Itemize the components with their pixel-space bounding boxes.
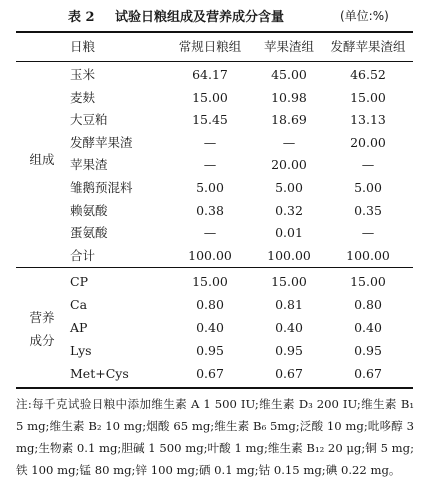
row-item-label: 麦麸 [70,89,96,105]
value-fermented: 0.67 [354,366,382,381]
group-label-nutrient-line1: 营养 [29,310,55,325]
value-apple-pomace: 18.69 [271,112,307,128]
value-control: 15.00 [192,89,228,105]
value-control: 5.00 [196,180,224,195]
value-apple-pomace: 0.95 [275,343,303,358]
value-apple-pomace: 10.98 [271,89,307,105]
value-apple-pomace: 0.67 [275,366,303,381]
group-rule [16,267,413,268]
value-apple-pomace: 0.40 [275,320,303,335]
header-diet: 日粮 [70,39,96,54]
value-fermented: 0.35 [354,202,382,218]
value-fermented: 0.40 [354,320,382,335]
row-item-label: 合计 [70,247,96,263]
table-unit: (单位:%) [340,9,389,23]
value-control: 64.17 [192,67,228,82]
value-fermented: 13.13 [350,112,386,128]
value-control: 0.80 [196,297,224,312]
row-item-label: 蛋氨酸 [70,225,108,241]
value-control: — [203,134,217,150]
value-apple-pomace: 15.00 [271,274,307,289]
value-fermented: — [361,157,375,173]
value-apple-pomace: 5.00 [275,180,303,195]
value-apple-pomace: 100.00 [267,247,311,263]
value-control: — [203,225,217,241]
value-control: — [203,157,217,173]
value-apple-pomace: 0.32 [275,202,303,218]
value-fermented: 20.00 [350,134,386,150]
row-item-label: CP [70,274,88,289]
group-label-composition: 组成 [29,152,55,167]
row-item-label: 雏鹅预混料 [70,180,133,195]
table-title: 试验日粮组成及营养成分含量 [115,10,285,25]
value-control: 15.00 [192,274,228,289]
value-control: 100.00 [188,247,232,263]
value-apple-pomace: 0.81 [275,297,303,312]
value-fermented: 46.52 [350,67,386,82]
value-control: 0.40 [196,320,224,335]
header-rule [16,61,413,62]
value-control: 0.38 [196,202,224,218]
header-apple-pomace: 苹果渣组 [263,39,314,54]
row-item-label: 苹果渣 [70,157,108,173]
row-item-label: Lys [70,343,92,358]
value-fermented: 15.00 [350,274,386,289]
value-fermented: 15.00 [350,89,386,105]
value-fermented: 100.00 [346,247,390,263]
row-item-label: Ca [70,297,88,312]
table-number: 表 2 [68,10,95,25]
value-control: 0.67 [196,366,224,381]
table-footnote: 注:每千克试验日粮中添加维生素 A 1 500 IU;维生素 D₃ 200 IU;维生素 B₁ 5 mg;维生素 B₂ 10 mg;烟酸 65 mg;维生素 B₆ 5mg;泛酸 10 mg;吡哆醇 3 mg;生物素 0.1 mg;胆碱 1 500 mg;叶酸 1 mg;维生素 B₁₂ 20 μg;铜 5 mg;铁 100 mg;锰 80 mg;锌 100 mg;硒 0.1 mg;钴 0.15 mg;碘 0.22 mg。 [16,397,414,477]
value-apple-pomace: 20.00 [271,157,307,173]
value-fermented: — [361,225,375,241]
header-fermented: 发酵苹果渣组 [330,39,406,54]
value-apple-pomace: 45.00 [271,67,307,82]
row-item-label: 赖氨酸 [70,202,108,218]
value-control: 0.95 [196,343,224,358]
table-caption [0,6,422,28]
row-item-label: 玉米 [70,67,96,82]
value-apple-pomace: 0.01 [275,225,303,241]
value-apple-pomace: — [282,134,296,150]
value-fermented: 5.00 [354,180,382,195]
value-fermented: 0.95 [354,343,382,358]
row-item-label: 发酵苹果渣 [70,134,133,150]
value-control: 15.45 [192,112,228,128]
header-control: 常规日粮组 [178,39,242,54]
row-item-label: Met+Cys [70,366,129,381]
group-label-nutrient-line2: 成分 [29,333,55,348]
row-item-label: AP [70,320,88,335]
row-item-label: 大豆粕 [70,112,108,128]
bottom-rule [16,387,413,389]
value-fermented: 0.80 [354,297,382,312]
top-rule [16,31,413,33]
